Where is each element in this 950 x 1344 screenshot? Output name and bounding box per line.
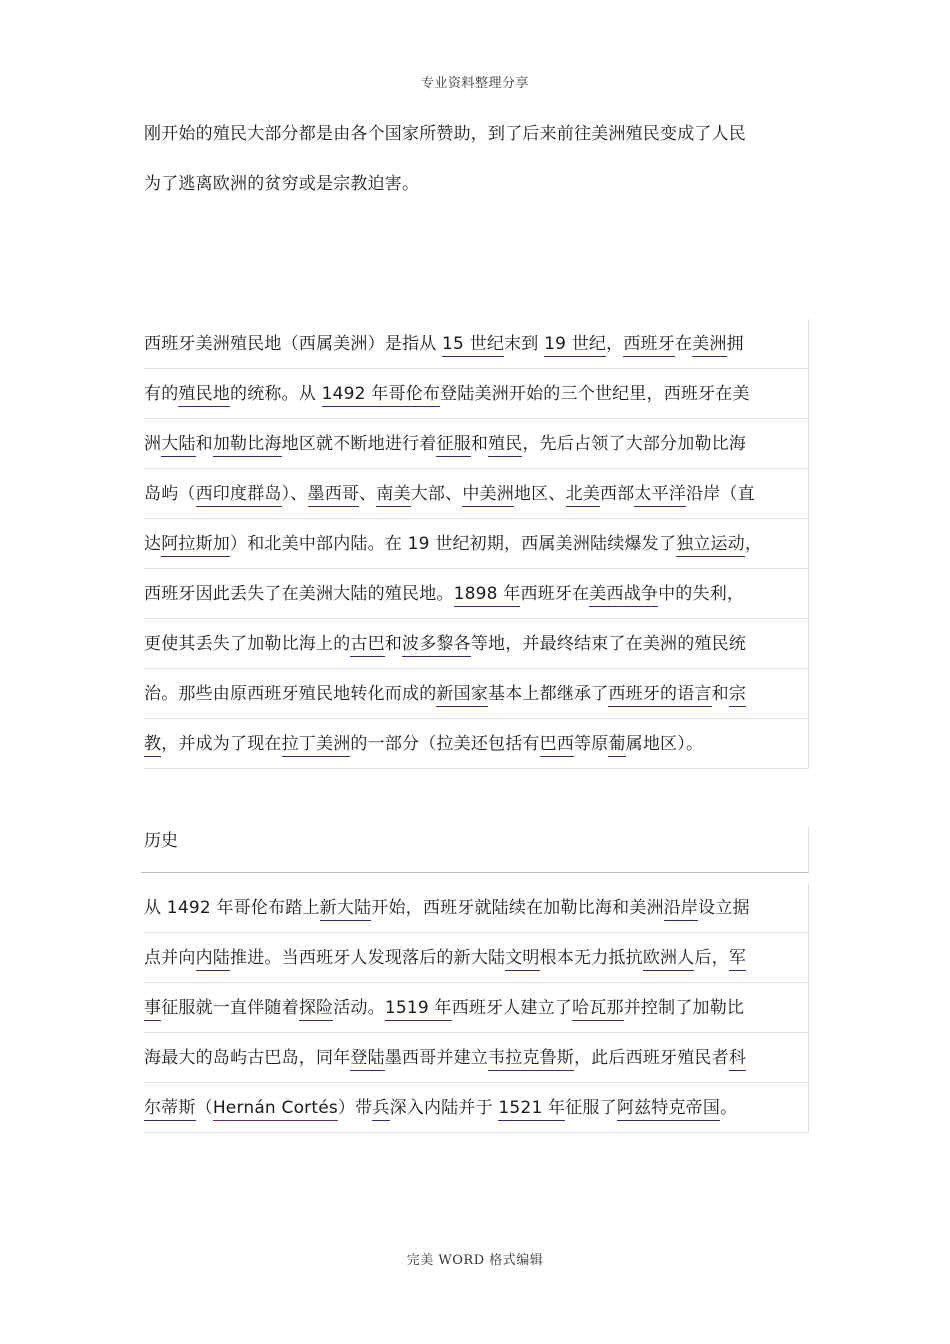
body-text: 点并向 (144, 948, 196, 968)
body-text: 治。那些由原西班牙殖民地转化而成的 (144, 684, 437, 704)
hyperlink[interactable]: 沿岸 (664, 898, 698, 921)
page-footer: 完美 WORD 格式编辑 (406, 1253, 544, 1268)
hyperlink[interactable]: 西印度群岛 (196, 484, 282, 507)
hyperlink[interactable]: 古巴 (350, 634, 384, 657)
body-text: 。 (720, 1098, 738, 1118)
body-text: ， (744, 534, 763, 554)
hyperlink[interactable]: 19 世纪 (544, 334, 606, 357)
section-heading-history: 历史 (141, 826, 809, 873)
body-text: 等原 (574, 734, 609, 754)
hyperlink[interactable]: 军 (729, 948, 746, 971)
body-text: 西班牙在 (520, 584, 590, 604)
hyperlink[interactable]: 新国家 (436, 684, 488, 707)
overview-line (144, 719, 808, 769)
overview-line (144, 469, 808, 519)
hyperlink[interactable]: 探险 (299, 998, 333, 1021)
body-text: 从 1492 年哥伦布踏上 (144, 898, 320, 918)
hyperlink[interactable]: 美西战争 (589, 584, 658, 607)
hyperlink[interactable]: 兵 (372, 1098, 389, 1121)
body-text: 属地区）。 (625, 734, 704, 754)
overview-paragraph (141, 319, 809, 769)
overview-line (144, 619, 808, 669)
body-text: ， (606, 334, 624, 354)
body-text: 更使其丢失了加勒比海上的 (144, 634, 351, 654)
history-line (144, 983, 808, 1033)
hyperlink[interactable]: 殖民 (488, 434, 522, 457)
hyperlink[interactable]: 中美洲 (462, 484, 514, 507)
body-text: 中的失利， (658, 584, 745, 604)
hyperlink[interactable]: 科 (729, 1048, 746, 1071)
body-text: 深入内陆并于 (389, 1098, 499, 1118)
hyperlink[interactable]: 太平洋 (634, 484, 686, 507)
body-text: 西班牙因此丢失了在美洲大陆的殖民地。 (144, 584, 454, 604)
body-text: 设立据 (698, 898, 750, 918)
hyperlink[interactable]: 美洲 (692, 334, 726, 357)
history-line (144, 1033, 808, 1083)
hyperlink[interactable]: 教 (144, 734, 161, 757)
overview-line (144, 569, 808, 619)
hyperlink[interactable]: 哈瓦那 (572, 998, 624, 1021)
overview-line (144, 369, 808, 419)
body-text: 并控制了加勒比 (623, 998, 745, 1018)
overview-line (144, 419, 808, 469)
hyperlink[interactable]: 葡 (608, 734, 625, 757)
body-text: 和 (711, 684, 729, 704)
body-text: 末到 (504, 334, 545, 354)
body-text: 等地，并最终结束了在美洲的殖民统 (470, 634, 747, 654)
body-text: 洲 (144, 434, 162, 454)
body-text: 岛屿（ (144, 484, 196, 504)
hyperlink[interactable]: 1521 年 (498, 1098, 565, 1121)
body-text: 沿岸（直 (685, 484, 755, 504)
body-text: 基本上都继承了 (488, 684, 609, 704)
hyperlink[interactable]: 哥伦布 (389, 384, 441, 407)
body-text: ，先后占领了大部分加勒比海 (522, 434, 747, 454)
hyperlink[interactable]: 西班牙的语言 (608, 684, 711, 707)
body-text: 西班牙人建立了 (451, 998, 573, 1018)
hyperlink[interactable]: 北美 (566, 484, 600, 507)
hyperlink[interactable]: 阿兹特克帝国 (617, 1098, 720, 1121)
body-text: 大部、 (410, 484, 463, 504)
history-line (144, 883, 808, 933)
body-text: ）带 (337, 1098, 373, 1118)
body-text: 在 (674, 334, 693, 354)
overview-line (144, 669, 808, 719)
body-text: ）和北美中部内陆。在 19 世纪初期，西属美洲陆续爆发了 (230, 534, 677, 554)
body-text: 地区、 (513, 484, 566, 504)
body-text: 拥 (726, 334, 744, 354)
hyperlink[interactable]: 大陆 (161, 434, 195, 457)
hyperlink[interactable]: 南美 (376, 484, 410, 507)
hyperlink[interactable]: 征服 (436, 434, 470, 457)
hyperlink[interactable]: 1492 年 (322, 384, 389, 407)
hyperlink[interactable]: 欧洲人 (643, 948, 695, 971)
hyperlink[interactable]: Hernán Cortés (213, 1098, 338, 1121)
hyperlink[interactable]: 1898 年 (454, 584, 521, 607)
hyperlink[interactable]: 加勒比海 (213, 434, 282, 457)
body-text: 和 (195, 434, 213, 454)
body-text: 征服了 (565, 1098, 617, 1118)
body-text: 和 (470, 434, 489, 454)
body-text: 开始，西班牙就陆续在加勒比海和美洲 (371, 898, 664, 918)
hyperlink[interactable]: 拉丁美洲 (282, 734, 351, 757)
hyperlink[interactable]: 墨西哥 (308, 484, 360, 507)
hyperlink[interactable]: 15 世纪 (442, 334, 504, 357)
intro-line: 为了逃离欧洲的贫穷或是宗教迫害。 (144, 174, 420, 194)
body-text: 登陆美洲开始的三个世纪里，西班牙在美 (440, 384, 750, 404)
body-text: 墨西哥并建立 (384, 1048, 489, 1068)
hyperlink[interactable]: 巴西 (540, 734, 574, 757)
body-text: 海最大的岛屿古巴岛，同年 (144, 1048, 351, 1068)
hyperlink[interactable]: 1519 年 (385, 998, 452, 1021)
body-text: ）、 (281, 484, 308, 504)
body-text: 、 (359, 484, 377, 504)
hyperlink[interactable]: 宗 (729, 684, 746, 707)
history-line (144, 1083, 808, 1133)
hyperlink[interactable]: 韦拉克鲁斯 (488, 1048, 574, 1071)
body-text: 和 (384, 634, 403, 654)
body-text: 的一部分（拉美还包括有 (350, 734, 540, 754)
body-text: 西部 (599, 484, 635, 504)
body-text: 根本无力抵抗 (539, 948, 643, 968)
body-text: 达 (144, 534, 162, 554)
hyperlink[interactable]: 西班牙 (623, 334, 675, 357)
hyperlink[interactable]: 事 (144, 998, 161, 1021)
hyperlink[interactable]: 殖民地 (178, 384, 230, 407)
history-paragraph (141, 883, 809, 1133)
body-text: 征服就一直伴随着 (161, 998, 299, 1018)
intro-paragraph (144, 109, 808, 209)
body-text: 西班牙美洲殖民地（西属美洲）是指从 (144, 334, 443, 354)
body-text: ，此后西班牙殖民者 (574, 1048, 729, 1068)
body-text: 的统称。从 (230, 384, 322, 404)
hyperlink[interactable]: 文明 (505, 948, 539, 971)
intro-line: 刚开始的殖民大部分都是由各个国家所赞助，到了后来前往美洲殖民变成了人民 (144, 124, 746, 144)
page-header: 专业资料整理分享 (420, 76, 529, 91)
body-text: 推进。当西班牙人发现落后的新大陆 (230, 948, 506, 968)
overview-line (144, 319, 808, 369)
hyperlink[interactable]: 尔蒂斯 (144, 1098, 196, 1121)
history-line (144, 933, 808, 983)
hyperlink[interactable]: 独立运动 (676, 534, 745, 557)
overview-line (144, 519, 808, 569)
hyperlink[interactable]: 阿拉斯加 (161, 534, 230, 557)
hyperlink[interactable]: 内陆 (196, 948, 230, 971)
body-text: 地区就不断地进行着 (281, 434, 437, 454)
hyperlink[interactable]: 登陆 (350, 1048, 384, 1071)
hyperlink[interactable]: 波多黎各 (402, 634, 471, 657)
body-text: （ (195, 1098, 213, 1118)
body-text: 后， (694, 948, 729, 968)
body-text: 活动。 (333, 998, 385, 1018)
body-text: 有的 (144, 384, 179, 404)
hyperlink[interactable]: 新大陆 (320, 898, 372, 921)
body-text: ，并成为了现在 (161, 734, 282, 754)
